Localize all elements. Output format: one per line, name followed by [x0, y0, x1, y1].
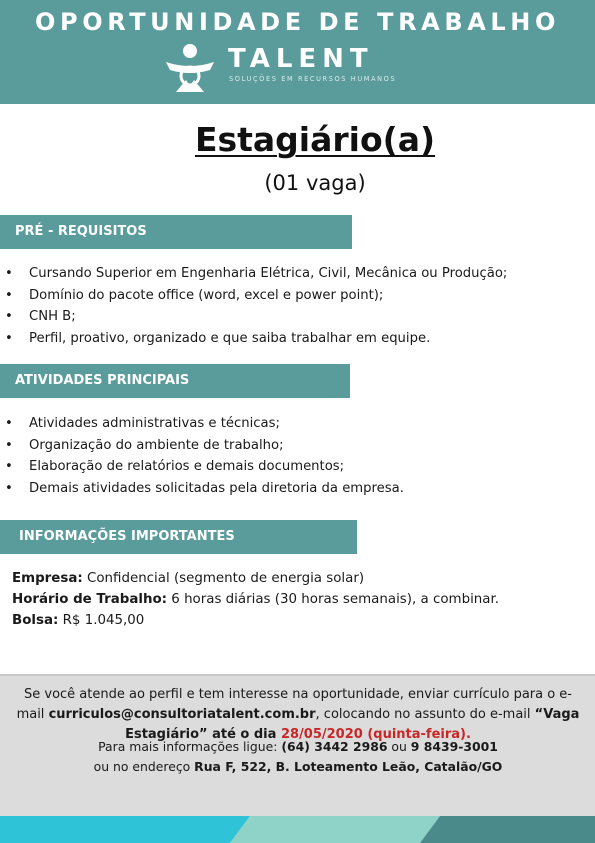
apply-text: mail	[16, 707, 49, 722]
list-item: • CNH B;	[5, 306, 507, 328]
list-item: • Atividades administrativas e técnicas;	[5, 413, 404, 435]
decorative-footer-stripes	[0, 816, 595, 843]
hours-label: Horário de Trabalho:	[12, 592, 168, 607]
list-item: • Cursando Superior em Engenharia Elétrica, Civil, Mecânica ou Produção;	[5, 263, 507, 285]
talent-logo-tagline: SOLUÇÕES EM RECURSOS HUMANOS	[229, 75, 397, 83]
list-item: • Domínio do pacote office (word, excel e power point);	[5, 285, 507, 307]
email-link[interactable]: curriculos@consultoriatalent.com.br	[48, 707, 316, 722]
hours-line	[12, 589, 499, 610]
address-prefix: ou no endereço	[93, 759, 195, 774]
contact-info	[8, 737, 588, 777]
list-item: • Perfil, proativo, organizado e que saiba trabalhar em equipe.	[5, 328, 507, 350]
job-title	[0, 120, 595, 159]
email-subject: Estagiário” até o dia	[125, 727, 281, 742]
address-line	[8, 757, 588, 777]
activities-list	[5, 413, 404, 499]
header-banner	[0, 0, 595, 104]
section-requirements-heading: PRÉ - REQUISITOS	[0, 215, 352, 249]
job-vacancies: (01 vaga)	[264, 171, 366, 195]
address: Rua F, 522, B. Loteamento Leão, Catalão/GO	[194, 759, 503, 774]
section-info-heading: INFORMAÇÕES IMPORTANTES	[0, 520, 357, 554]
page-header-title: OPORTUNIDADE DE TRABALHO	[35, 8, 560, 36]
apply-text: , colocando no assunto do e-mail	[315, 707, 535, 722]
apply-line-2	[8, 705, 588, 725]
phone-prefix: Para mais informações ligue:	[98, 739, 282, 754]
application-instructions	[8, 685, 588, 745]
section-activities-heading: ATIVIDADES PRINCIPAIS	[0, 364, 350, 398]
talent-logo-wordmark: TALENT	[228, 44, 374, 74]
phone-line	[8, 737, 588, 757]
important-info	[12, 568, 499, 631]
deadline: 28/05/2020 (quinta-feira).	[280, 727, 471, 742]
company-line	[12, 568, 499, 589]
requirements-list	[5, 263, 507, 349]
salary-label: Bolsa:	[12, 613, 59, 628]
email-subject: “Vaga	[534, 707, 580, 722]
list-item: • Elaboração de relatórios e demais documentos;	[5, 456, 404, 478]
salary-line	[12, 610, 499, 631]
apply-line-1: Se você atende ao perfil e tem interesse na oportunidade, enviar currículo para o e-	[24, 687, 572, 702]
phone-separator: ou	[387, 739, 411, 754]
salary-value: R$ 1.045,00	[58, 613, 145, 628]
company-value: Confidencial (segmento de energia solar)	[82, 571, 365, 586]
phone-number: (64) 3442 2986	[281, 739, 388, 754]
hours-value: 6 horas diárias (30 horas semanais), a combinar.	[167, 592, 500, 607]
talent-logo-icon	[162, 40, 218, 96]
list-item: • Organização do ambiente de trabalho;	[5, 435, 404, 457]
job-title-text: Estagiário(a)	[194, 120, 436, 159]
list-item: • Demais atividades solicitadas pela diretoria da empresa.	[5, 478, 404, 500]
company-label: Empresa:	[12, 571, 83, 586]
phone-number: 9 8439-3001	[410, 739, 498, 754]
